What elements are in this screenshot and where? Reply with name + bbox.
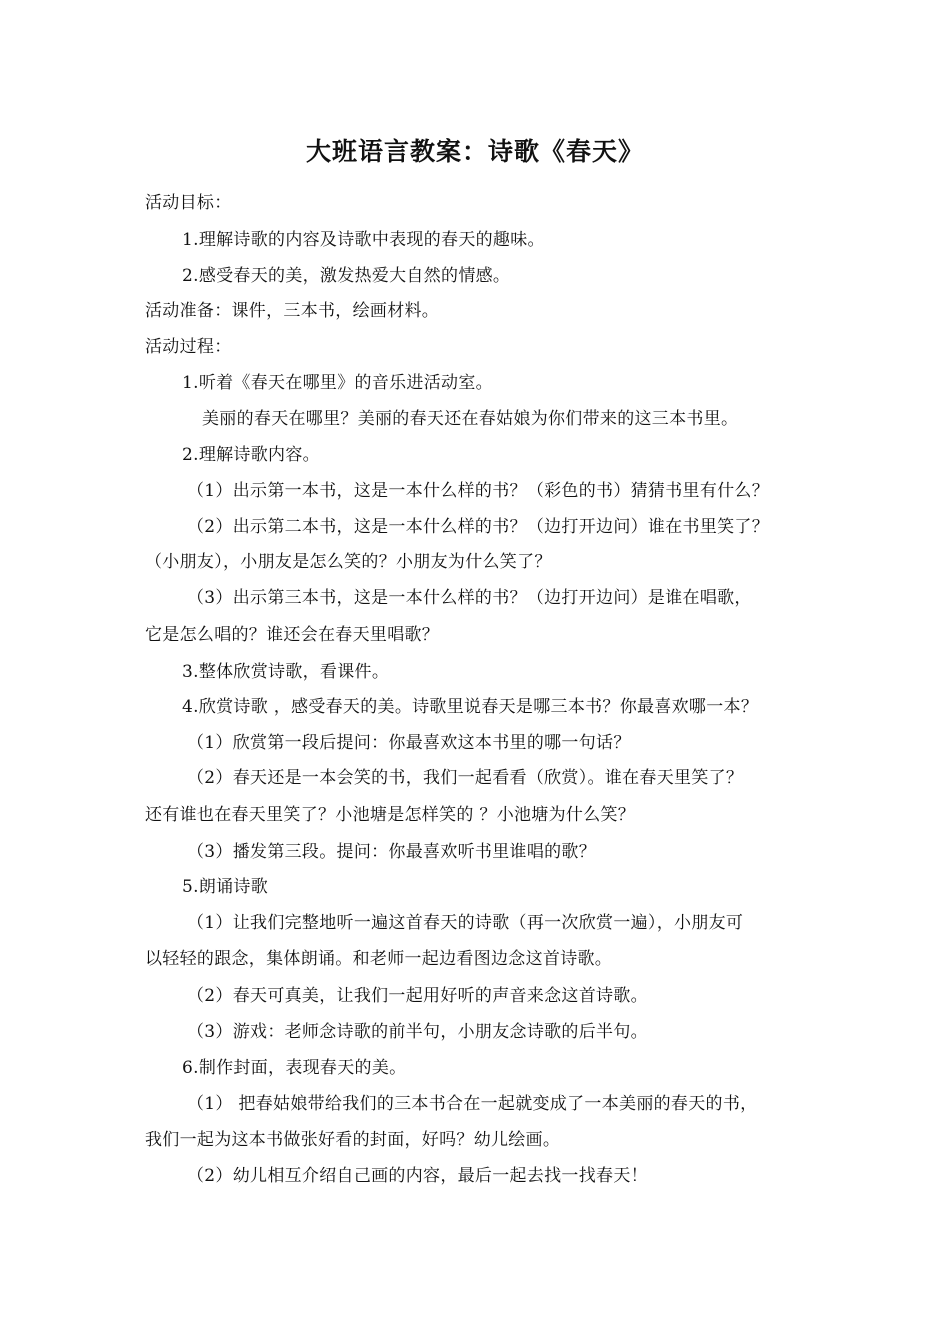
process-step-2-sub-2: （2）出示第二本书，这是一本什么样的书？（边打开边问）谁在书里笑了？ [187,517,770,537]
process-step-1: 1.听着《春天在哪里》的音乐进活动室。 [182,373,493,393]
document-title: 大班语言教案：诗歌《春天》 [305,137,644,166]
process-step-6-sub-1-cont: 我们一起为这本书做张好看的封面，好吗？幼儿绘画。 [145,1130,561,1150]
process-step-6: 6.制作封面，表现春天的美。 [182,1058,407,1078]
process-step-5-sub-3: （3）游戏：老师念诗歌的前半句，小朋友念诗歌的后半句。 [187,1022,648,1042]
process-step-4-sub-1: （1）欣赏第一段后提问：你最喜欢这本书里的哪一句话？ [187,733,631,753]
process-step-2: 2.理解诗歌内容。 [182,445,320,465]
process-step-2-sub-3: （3）出示第三本书，这是一本什么样的书？（边打开边问）是谁在唱歌， [187,588,752,608]
process-step-6-sub-1: （1） 把春姑娘带给我们的三本书合在一起就变成了一本美丽的春天的书， [187,1094,758,1114]
section-heading-goals: 活动目标： [145,193,232,213]
process-step-3: 3.整体欣赏诗歌，看课件。 [182,662,390,682]
process-step-5-sub-1: （1）让我们完整地听一遍这首春天的诗歌（再一次欣赏一遍），小朋友可 [187,913,744,933]
process-step-1-text: 美丽的春天在哪里？美丽的春天还在春姑娘为你们带来的这三本书里。 [202,409,739,429]
process-step-4: 4.欣赏诗歌 ，感受春天的美。诗歌里说春天是哪三本书？你最喜欢哪一本？ [182,697,759,717]
process-step-5-sub-2: （2）春天可真美，让我们一起用好听的声音来念这首诗歌。 [187,986,648,1006]
process-step-4-sub-2: （2）春天还是一本会笑的书，我们一起看看（欣赏）。谁在春天里笑了？ [187,768,744,788]
process-step-5: 5.朗诵诗歌 [182,877,269,897]
process-step-4-sub-3: （3）播发第三段。提问：你最喜欢听书里谁唱的歌？ [187,842,597,862]
goal-item-1: 1.理解诗歌的内容及诗歌中表现的春天的趣味。 [182,230,545,250]
process-step-2-sub-3-cont: 它是怎么唱的？谁还会在春天里唱歌？ [145,625,440,645]
process-step-2-sub-2-cont: （小朋友），小朋友是怎么笑的？小朋友为什么笑了？ [145,552,552,572]
process-step-2-sub-1: （1）出示第一本书，这是一本什么样的书？（彩色的书）猜猜书里有什么？ [187,481,770,501]
section-heading-process: 活动过程： [145,337,232,357]
goal-item-2: 2.感受春天的美，激发热爱大自然的情感。 [182,266,511,286]
process-step-4-sub-2-cont: 还有谁也在春天里笑了？小池塘是怎样笑的 ？小池塘为什么笑？ [145,805,636,825]
process-step-6-sub-2: （2）幼儿相互介绍自己画的内容，最后一起去找一找春天！ [187,1166,648,1186]
section-heading-preparation: 活动准备：课件，三本书，绘画材料。 [145,301,440,321]
process-step-5-sub-1-cont: 以轻轻的跟念，集体朗诵。和老师一起边看图边念这首诗歌。 [145,949,613,969]
